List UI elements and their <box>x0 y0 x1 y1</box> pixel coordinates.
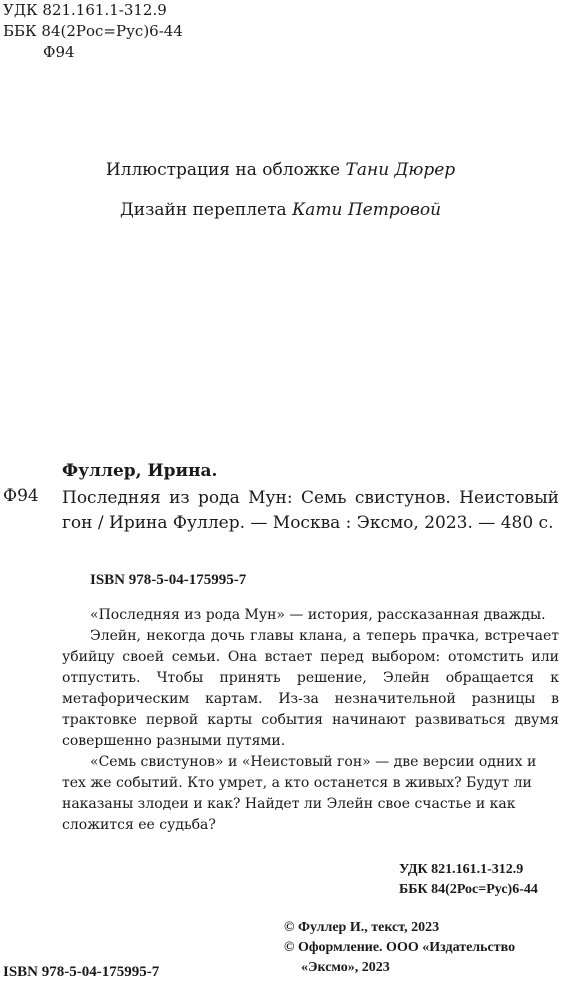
udk-code: УДК 821.161.1-312.9 <box>3 1 167 19</box>
footer-isbn: ISBN 978-5-04-175995-7 <box>3 964 160 980</box>
copyright-design-line1: © Оформление. ООО «Издательство <box>284 940 516 955</box>
copyright-text: © Фуллер И., текст, 2023 <box>284 920 440 935</box>
binding-design-credit <box>0 200 561 220</box>
copyright-design-line2: «Эксмо», 2023 <box>301 960 390 975</box>
catalog-isbn: ISBN 978-5-04-175995-7 <box>90 572 247 588</box>
binding-credit-name: Кати Петровой <box>292 200 442 220</box>
copyright-block <box>284 918 515 978</box>
cover-credit-name: Тани Дюрер <box>345 160 456 180</box>
annotation-paragraph: «Последняя из рода Мун» — история, рассказанная дважды. <box>90 607 546 623</box>
catalog-description: Последняя из рода Мун: Семь свистунов. Неистовый гон / Ирина Фуллер. — Москва : Эксмо, 2023. — 480 с. <box>62 488 559 533</box>
cover-illustration-credit <box>0 160 561 180</box>
binding-credit-label: Дизайн переплета <box>119 200 287 220</box>
top-classification-codes <box>3 0 183 63</box>
annotation <box>62 605 559 836</box>
annotation-paragraph: Элейн, некогда дочь главы клана, а теперь прачка, встречает убийцу своей семьи. Она встает перед выбором: отомстить или отпустить. Чтобы принять решение, Элейн обращается к метафорическим картам. Из-за незначительной разницы в трактовке первой карты события начинают развиваться двумя совершенно разными путями. <box>62 628 559 749</box>
right-classification-codes <box>399 860 538 900</box>
catalog-author-heading: Фуллер, Ирина. <box>62 461 218 481</box>
bbk-code: ББК 84(2Рос=Рус)6-44 <box>3 22 183 40</box>
bbk-code-right: ББК 84(2Рос=Рус)6-44 <box>399 882 538 897</box>
annotation-paragraph: «Семь свистунов» и «Неистовый гон» — две версии одних и тех же событий. Кто умрет, а кто останется в живых? Будут ли наказаны злодеи и как? Найдет ли Элейн свое счастье и как сложится ее судьба? <box>62 754 537 833</box>
udk-code-right: УДК 821.161.1-312.9 <box>399 862 524 877</box>
catalog-author-sign: Ф94 <box>3 486 39 506</box>
author-sign: Ф94 <box>43 43 75 61</box>
cover-credit-label: Иллюстрация на обложке <box>105 160 341 180</box>
